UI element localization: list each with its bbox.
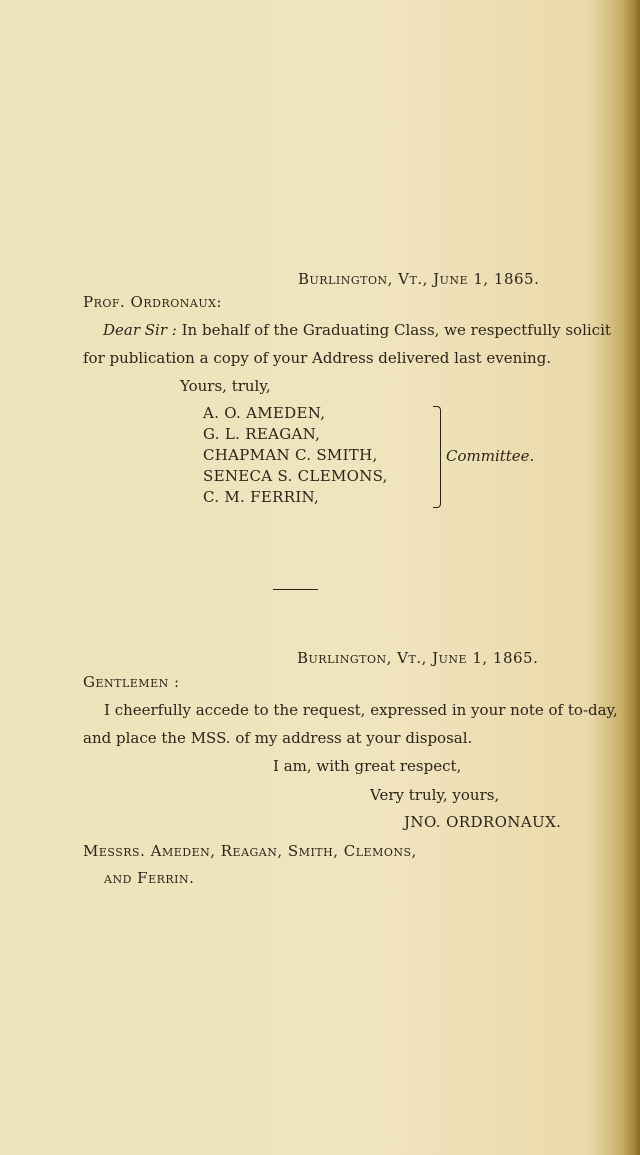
letter2-body-line2: and place the MSS. of my address at your disposal. <box>83 729 473 747</box>
letter1-body-line2: for publication a copy of your Address delivered last evening. <box>83 349 552 367</box>
page-edge-shadow <box>622 0 640 1155</box>
letter1-place-date: Burlington, Vt., June 1, 1865. <box>298 270 540 288</box>
signatory-name: G. L. REAGAN, <box>203 425 321 443</box>
signatory-name: A. O. AMEDEN, <box>203 404 326 422</box>
letter2-body-line1: I cheerfully accede to the request, expressed in your note of to-day, <box>104 701 618 719</box>
letter1-first-line <box>103 321 611 339</box>
signatory-list <box>203 404 388 509</box>
committee-label: Committee. <box>446 447 535 465</box>
signatory-name: CHAPMAN C. SMITH, <box>203 446 378 464</box>
letter2-closing2: Very truly, yours, <box>370 786 500 804</box>
letter1-body-line1: In behalf of the Graduating Class, we respectfully solicit <box>176 321 611 339</box>
letter1-addressee: Prof. Ordronaux: <box>83 293 222 311</box>
section-divider <box>273 589 318 590</box>
letter2-salutation: Gentlemen : <box>83 673 180 691</box>
letter1-closing: Yours, truly, <box>180 377 271 395</box>
letter2-recipients-line1: Messrs. Ameden, Reagan, Smith, Clemons, <box>83 842 417 860</box>
signatory-name: C. M. FERRIN, <box>203 488 320 506</box>
letter2-place-date: Burlington, Vt., June 1, 1865. <box>297 649 539 667</box>
committee-brace <box>433 406 441 508</box>
letter2-recipients-line2: and Ferrin. <box>104 869 195 887</box>
letter2-closing1: I am, with great respect, <box>273 757 462 775</box>
letter2-signature: JNO. ORDRONAUX. <box>404 813 562 831</box>
letter1-salutation: Dear Sir : <box>103 321 177 339</box>
signatory-name: SENECA S. CLEMONS, <box>203 467 388 485</box>
